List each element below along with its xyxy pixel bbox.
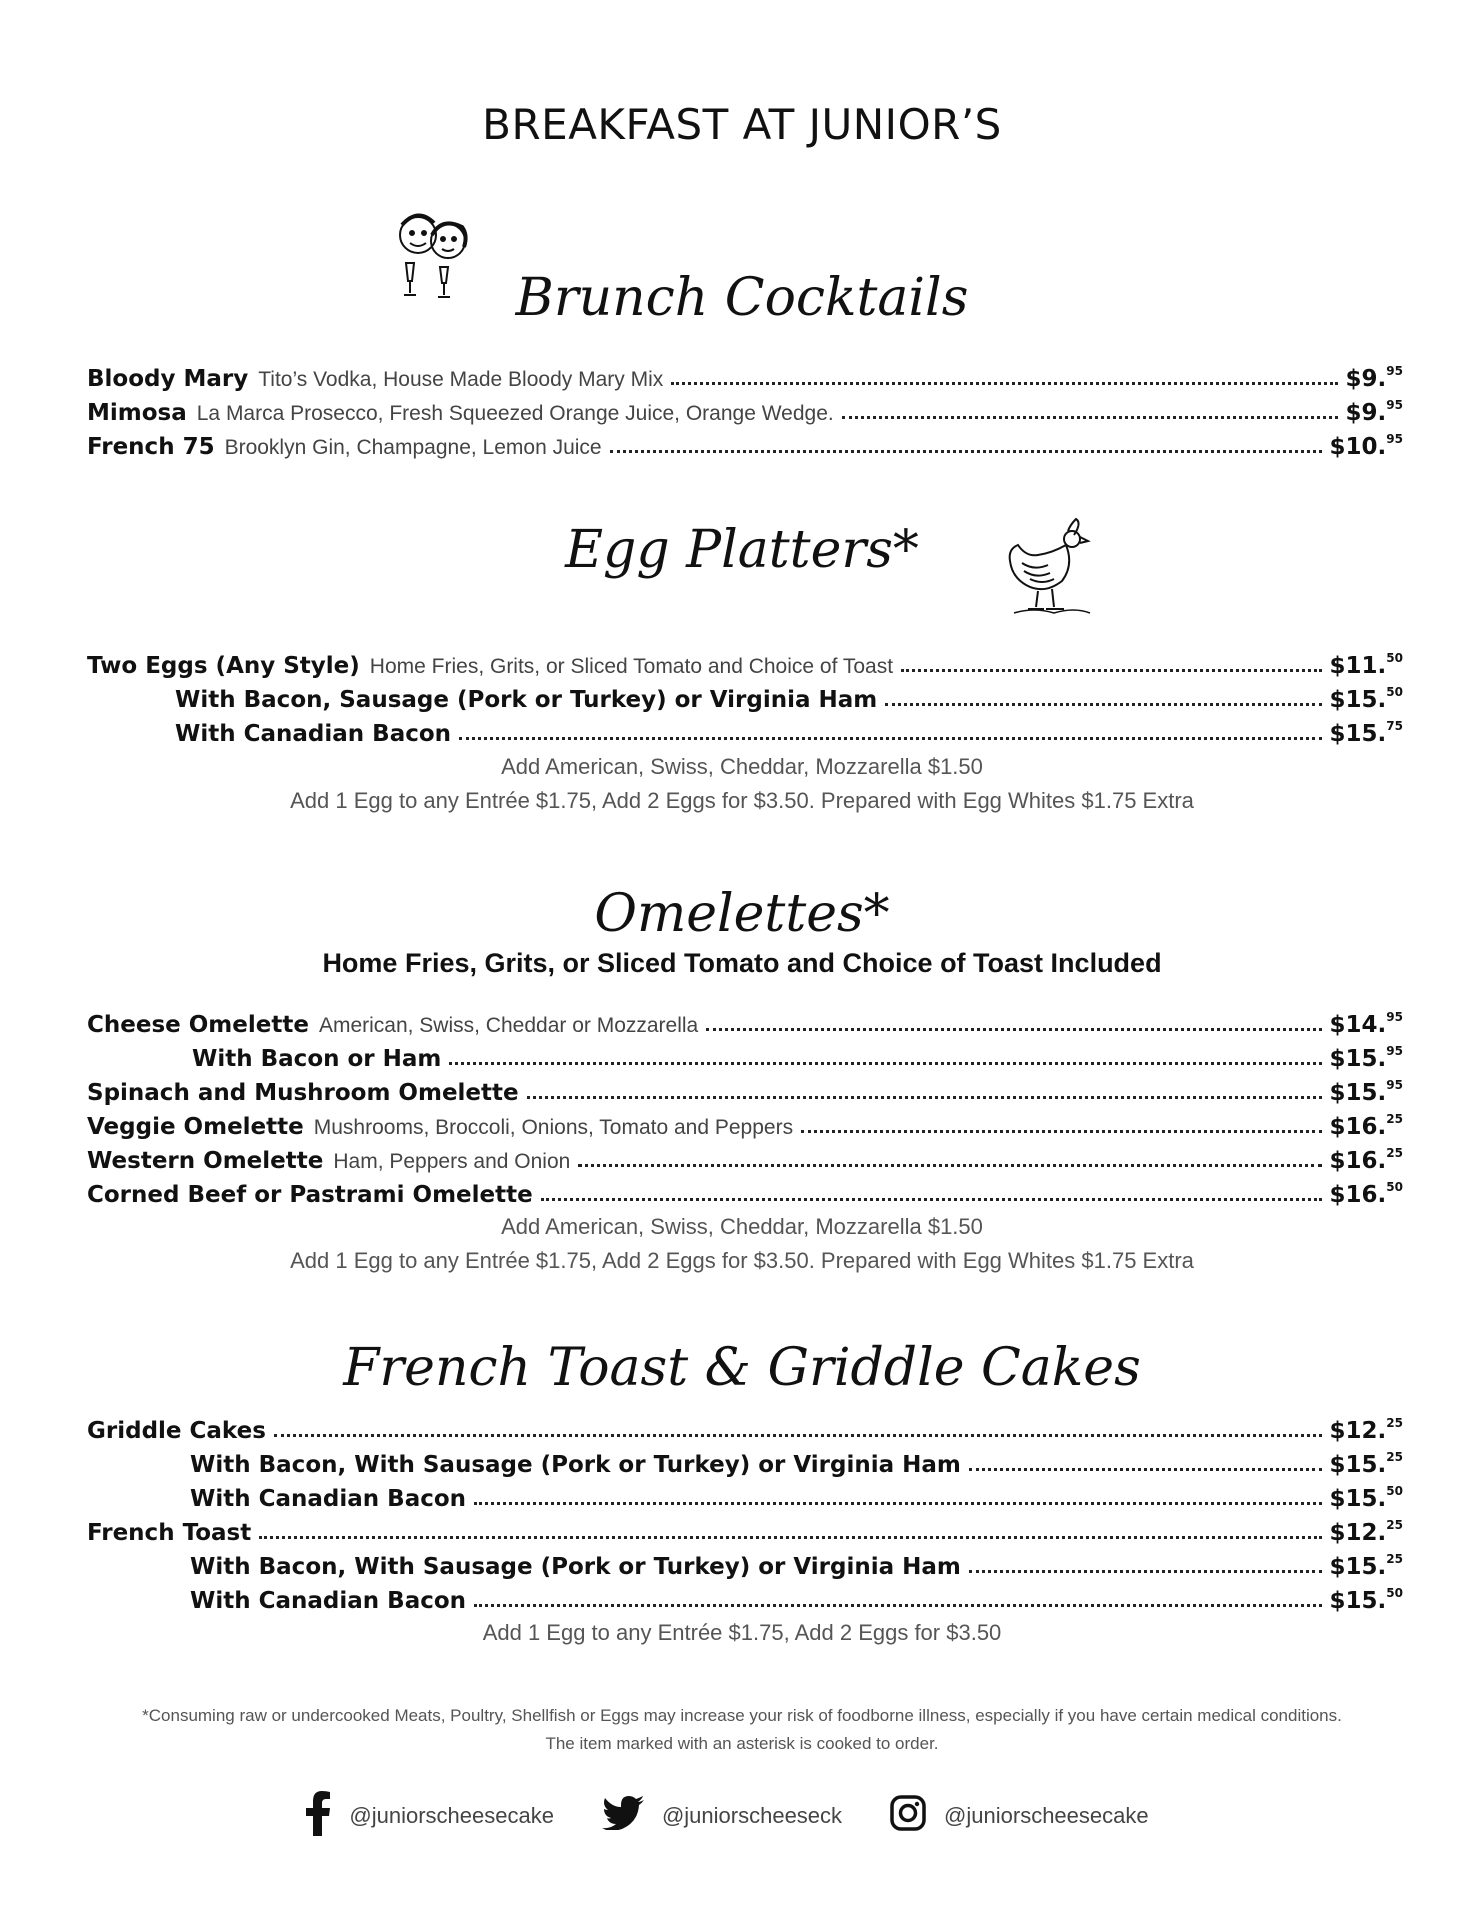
item-price: $11.50 xyxy=(1329,651,1403,679)
item-price: $15.50 xyxy=(1329,1484,1403,1512)
social-links xyxy=(0,1790,1484,1842)
item-price: $15.50 xyxy=(1329,1586,1403,1614)
dot-leader xyxy=(474,1502,1322,1505)
dot-leader xyxy=(578,1164,1321,1167)
facebook-handle[interactable]: @juniorscheesecake xyxy=(349,1803,554,1828)
disclaimer-line: The item marked with an asterisk is cooked to order. xyxy=(545,1734,939,1753)
menu-item xyxy=(87,1006,1403,1038)
item-name: Western Omelette xyxy=(87,1148,324,1174)
item-name: Two Eggs (Any Style) xyxy=(87,653,360,679)
twitter-handle[interactable]: @juniorscheeseck xyxy=(661,1803,843,1828)
menu-item xyxy=(87,1176,1403,1208)
dot-leader xyxy=(901,669,1321,672)
item-name: Mimosa xyxy=(87,400,187,426)
section-title-eggs: Egg Platters* xyxy=(565,520,919,580)
item-desc: Mushrooms, Broccoli, Onions, Tomato and Peppers xyxy=(313,1116,794,1139)
section-title-cocktails: Brunch Cocktails xyxy=(515,268,969,328)
add-ons-note: Add 1 Egg to any Entrée $1.75, Add 2 Eggs for $3.50 xyxy=(482,1620,1002,1645)
disclaimer-line: *Consuming raw or undercooked Meats, Poultry, Shellfish or Eggs may increase your risk of foodborne illness, especially if you have certain medical conditions. xyxy=(142,1706,1342,1725)
dot-leader xyxy=(706,1028,1321,1031)
add-ons-note: Add 1 Egg to any Entrée $1.75, Add 2 Eggs for $3.50. Prepared with Egg Whites $1.75 Extra xyxy=(290,788,1194,813)
item-desc: Ham, Peppers and Onion xyxy=(333,1150,571,1173)
item-name: Griddle Cakes xyxy=(87,1418,266,1444)
menu-item xyxy=(175,715,1403,747)
menu-item xyxy=(87,1074,1403,1106)
menu-item xyxy=(190,1582,1403,1614)
item-price: $15.25 xyxy=(1329,1552,1403,1580)
dot-leader xyxy=(969,1570,1322,1573)
section-title-omelettes: Omelettes* xyxy=(594,884,890,944)
twitter-icon[interactable] xyxy=(602,1796,644,1836)
item-name: French Toast xyxy=(87,1520,252,1546)
instagram-icon[interactable] xyxy=(890,1795,926,1837)
item-price: $15.95 xyxy=(1329,1044,1403,1072)
menu-item xyxy=(87,647,1403,679)
dot-leader xyxy=(459,737,1322,740)
add-ons-note: Add American, Swiss, Cheddar, Mozzarella $1.50 xyxy=(501,1214,983,1239)
menu-item xyxy=(87,428,1403,460)
dot-leader xyxy=(969,1468,1322,1471)
item-name: With Bacon, With Sausage (Pork or Turkey) or Virginia Ham xyxy=(190,1554,961,1580)
item-price: $14.95 xyxy=(1329,1010,1403,1038)
item-desc: American, Swiss, Cheddar or Mozzarella xyxy=(318,1014,699,1037)
item-name: With Canadian Bacon xyxy=(190,1486,467,1512)
menu-item xyxy=(87,1412,1403,1444)
item-desc: La Marca Prosecco, Fresh Squeezed Orange Juice, Orange Wedge. xyxy=(196,402,834,425)
item-name: Bloody Mary xyxy=(87,366,249,392)
item-name: Veggie Omelette xyxy=(87,1114,304,1140)
dot-leader xyxy=(274,1434,1322,1437)
item-desc: Brooklyn Gin, Champagne, Lemon Juice xyxy=(224,436,602,459)
menu-item xyxy=(190,1446,1403,1478)
menu-item xyxy=(87,1514,1403,1546)
menu-item xyxy=(192,1040,1403,1072)
dot-leader xyxy=(474,1604,1322,1607)
section-title-griddle: French Toast & Griddle Cakes xyxy=(343,1338,1141,1398)
dot-leader xyxy=(541,1198,1322,1201)
item-name: With Canadian Bacon xyxy=(175,721,452,747)
item-price: $15.50 xyxy=(1329,685,1403,713)
item-price: $9.95 xyxy=(1345,364,1403,392)
item-price: $15.75 xyxy=(1329,719,1403,747)
page-title: BREAKFAST AT JUNIOR’S xyxy=(482,100,1002,149)
menu-item xyxy=(87,1142,1403,1174)
item-name: French 75 xyxy=(87,434,215,460)
menu-item xyxy=(175,681,1403,713)
item-price: $16.25 xyxy=(1329,1112,1403,1140)
dot-leader xyxy=(801,1130,1321,1133)
dot-leader xyxy=(610,450,1322,453)
facebook-icon[interactable] xyxy=(305,1790,331,1842)
item-name: With Canadian Bacon xyxy=(190,1588,467,1614)
item-name: With Bacon or Ham xyxy=(192,1046,442,1072)
item-price: $16.50 xyxy=(1329,1180,1403,1208)
section-subheading: Home Fries, Grits, or Sliced Tomato and Choice of Toast Included xyxy=(322,948,1162,978)
item-name: Spinach and Mushroom Omelette xyxy=(87,1080,519,1106)
item-name: Corned Beef or Pastrami Omelette xyxy=(87,1182,533,1208)
menu-item xyxy=(87,1108,1403,1140)
add-ons-note: Add 1 Egg to any Entrée $1.75, Add 2 Eggs for $3.50. Prepared with Egg Whites $1.75 Extra xyxy=(290,1248,1194,1273)
menu-item xyxy=(190,1548,1403,1580)
item-name: With Bacon, With Sausage (Pork or Turkey) or Virginia Ham xyxy=(190,1452,961,1478)
item-desc: Home Fries, Grits, or Sliced Tomato and Choice of Toast xyxy=(369,655,894,678)
dot-leader xyxy=(527,1096,1322,1099)
menu-item xyxy=(87,360,1403,392)
item-name: With Bacon, Sausage (Pork or Turkey) or Virginia Ham xyxy=(175,687,878,713)
dot-leader xyxy=(449,1062,1321,1065)
item-name: Cheese Omelette xyxy=(87,1012,309,1038)
item-price: $10.95 xyxy=(1329,432,1403,460)
item-price: $12.25 xyxy=(1329,1518,1403,1546)
item-price: $12.25 xyxy=(1329,1416,1403,1444)
instagram-handle[interactable]: @juniorscheesecake xyxy=(944,1803,1149,1828)
menu-item xyxy=(190,1480,1403,1512)
item-desc: Tito’s Vodka, House Made Bloody Mary Mix xyxy=(258,368,664,391)
menu-item xyxy=(87,394,1403,426)
dot-leader xyxy=(259,1536,1321,1539)
dot-leader xyxy=(842,416,1338,419)
item-price: $15.95 xyxy=(1329,1078,1403,1106)
dot-leader xyxy=(671,382,1337,385)
item-price: $15.25 xyxy=(1329,1450,1403,1478)
hen-illustration xyxy=(1004,515,1096,619)
dot-leader xyxy=(885,703,1321,706)
add-ons-note: Add American, Swiss, Cheddar, Mozzarella $1.50 xyxy=(501,754,983,779)
item-price: $9.95 xyxy=(1345,398,1403,426)
item-price: $16.25 xyxy=(1329,1146,1403,1174)
